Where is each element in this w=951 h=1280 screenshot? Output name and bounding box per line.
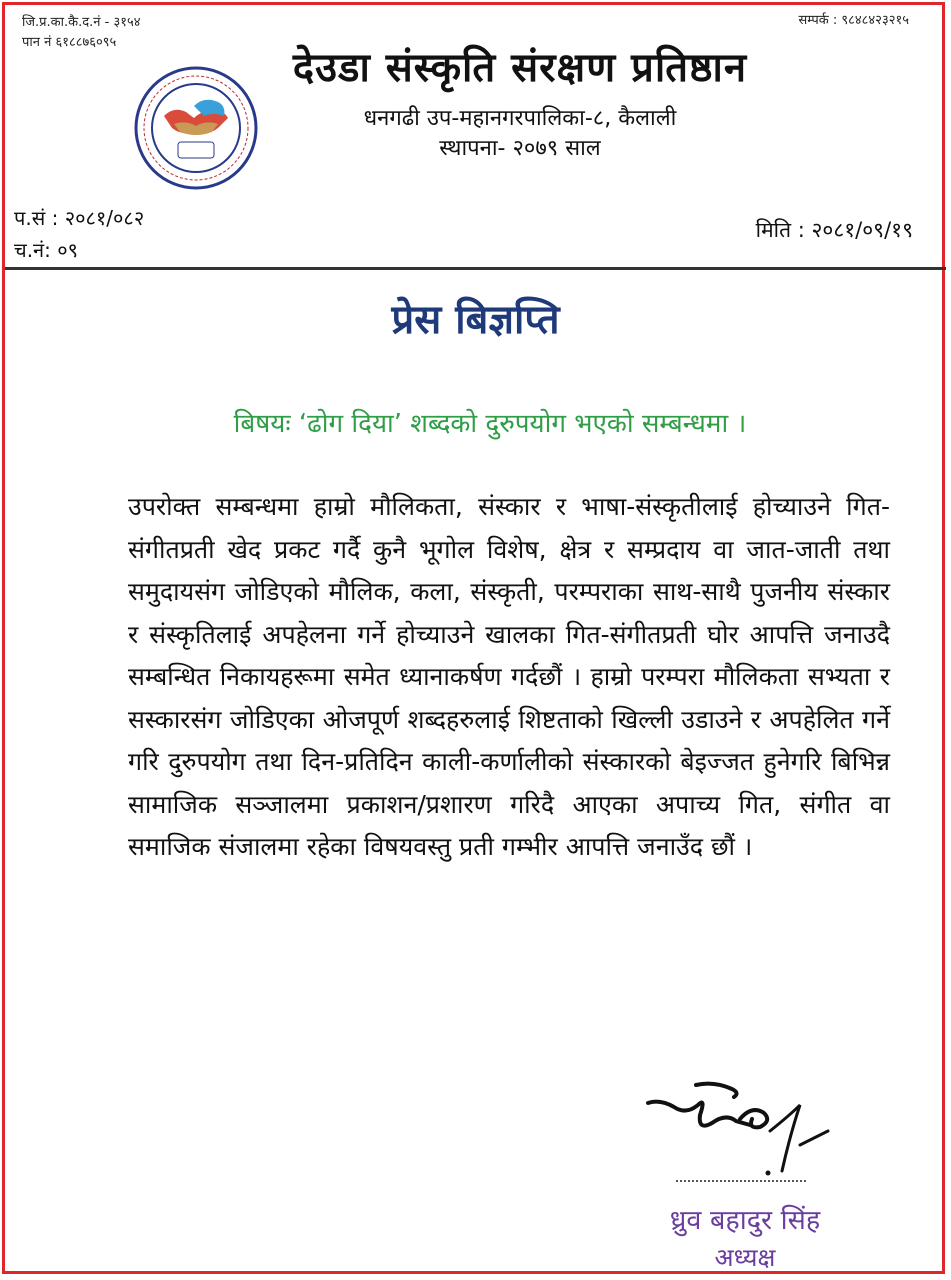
pan-number: पान नं ६१८८७६०९५ <box>22 35 117 50</box>
contact-number: सम्पर्क : ९८४८४२३२१५ <box>798 13 909 28</box>
establishment-year: स्थापना- २०७९ साल <box>439 136 601 161</box>
letter-date: मिति : २०८१/०९/१९ <box>755 218 913 242</box>
signatory-name: ध्रुव बहादुर सिंह <box>669 1205 821 1236</box>
organization-address: धनगढी उप-महानगरपालिका-८, कैलाली <box>363 106 677 131</box>
subject-line: बिषयः ‘ढोग दिया’ शब्दको दुरुपयोग भएको सम्बन्धमा । <box>233 409 747 439</box>
header-divider <box>5 267 946 270</box>
signatory-title: अध्यक्ष <box>714 1243 776 1272</box>
press-release-title: प्रेस बिज्ञप्ति <box>391 297 560 343</box>
letter-number: प.सं : २०८१/०८२ <box>14 206 145 230</box>
registration-number: जि.प्र.का.कै.द.नं - ३१५४ <box>22 15 141 30</box>
dispatch-number: च.नं: ०९ <box>14 238 79 262</box>
signature-line <box>676 1180 806 1182</box>
press-release-body: उपरोक्त सम्बन्धमा हाम्रो मौलिकता, संस्कार र भाषा-संस्कृतीलाई होच्याउने गित-संगीतप्रती खेद प्रकट गर्दै कुनै भूगोल विशेष, क्षेत्र र सम्प्रदाय वा जात-जाती तथा समुदायसंग जोडिएको मौलिक, कला, संस्कृती, परम्पराका साथ-साथै पुजनीय संस्कार र संस्कृतिलाई अपहेलना गर्ने होच्याउने खालका गित-संगीतप्रती घोर आपत्ति जनाउदै सम्बन्धित निकायहरूमा समेत ध्यानाकर्षण गर्दछौं । हाम्रो परम्परा मौलिकता सभ्यता र सस्कारसंग जोडिएका ओजपूर्ण शब्दहरुलाई शिष्टताको खिल्ली उडाउने र अपहेलित गर्ने गरि दुरुपयोग तथा दिन-प्रतिदिन काली-कर्णालीको संस्कारको बेइज्जत हुनेगरि बिभिन्न सामाजिक सञ्जालमा प्रकाशन/प्रशारण गरिदै आएका अपाच्य गित, संगीत वा समाजिक संजालमा रहेका विषयवस्तु प्रती गम्भीर आपत्ति जनाउँद छौं । <box>128 492 890 861</box>
organization-name: देउडा संस्कृति संरक्षण प्रतिष्ठान <box>292 45 748 91</box>
handwritten-signature-icon <box>640 1075 840 1185</box>
